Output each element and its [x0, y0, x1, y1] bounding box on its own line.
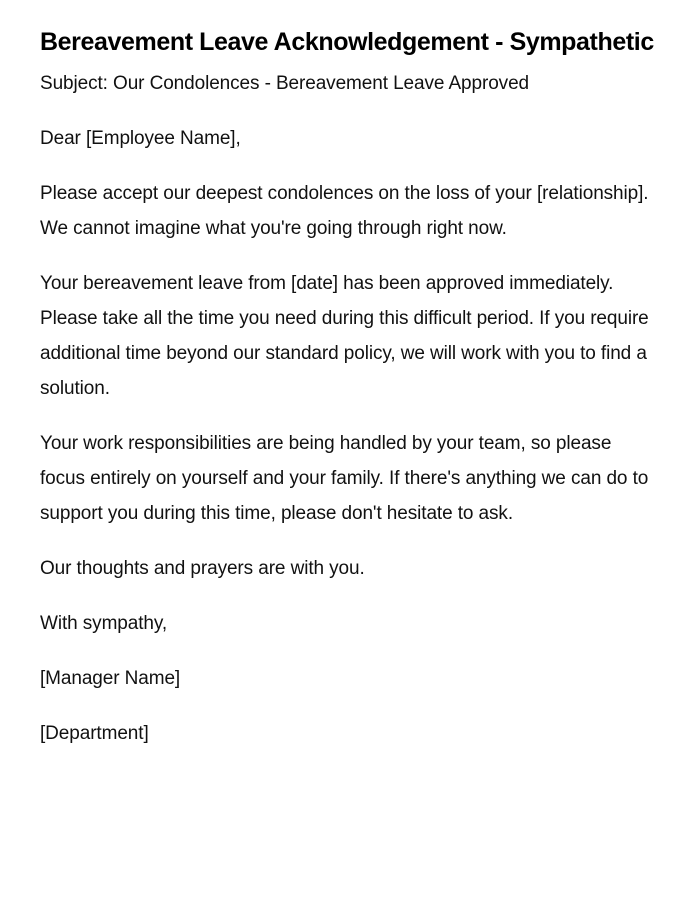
thoughts-paragraph: Our thoughts and prayers are with you. — [40, 558, 365, 579]
leave-approval-paragraph: Your bereavement leave from [date] has been approved immediately. Please take all the time you need during this difficult period. If you require additional time beyond our standard policy, we will work with you to find a solution. — [40, 273, 649, 399]
signature-name: [Manager Name] — [40, 668, 181, 689]
closing: With sympathy, — [40, 613, 168, 634]
condolence-paragraph: Please accept our deepest condolences on the loss of your [relationship]. We cannot imagine what you're going through right now. — [40, 183, 649, 239]
document-title: Bereavement Leave Acknowledgement - Sympathetic — [40, 28, 654, 56]
support-paragraph: Your work responsibilities are being handled by your team, so please focus entirely on yourself and your family. If there's anything we can do to support you during this time, please don't hesitate to ask. — [40, 433, 649, 524]
salutation: Dear [Employee Name], — [40, 128, 241, 149]
subject-line: Subject: Our Condolences - Bereavement Leave Approved — [40, 73, 529, 94]
signature-department: [Department] — [40, 723, 149, 744]
